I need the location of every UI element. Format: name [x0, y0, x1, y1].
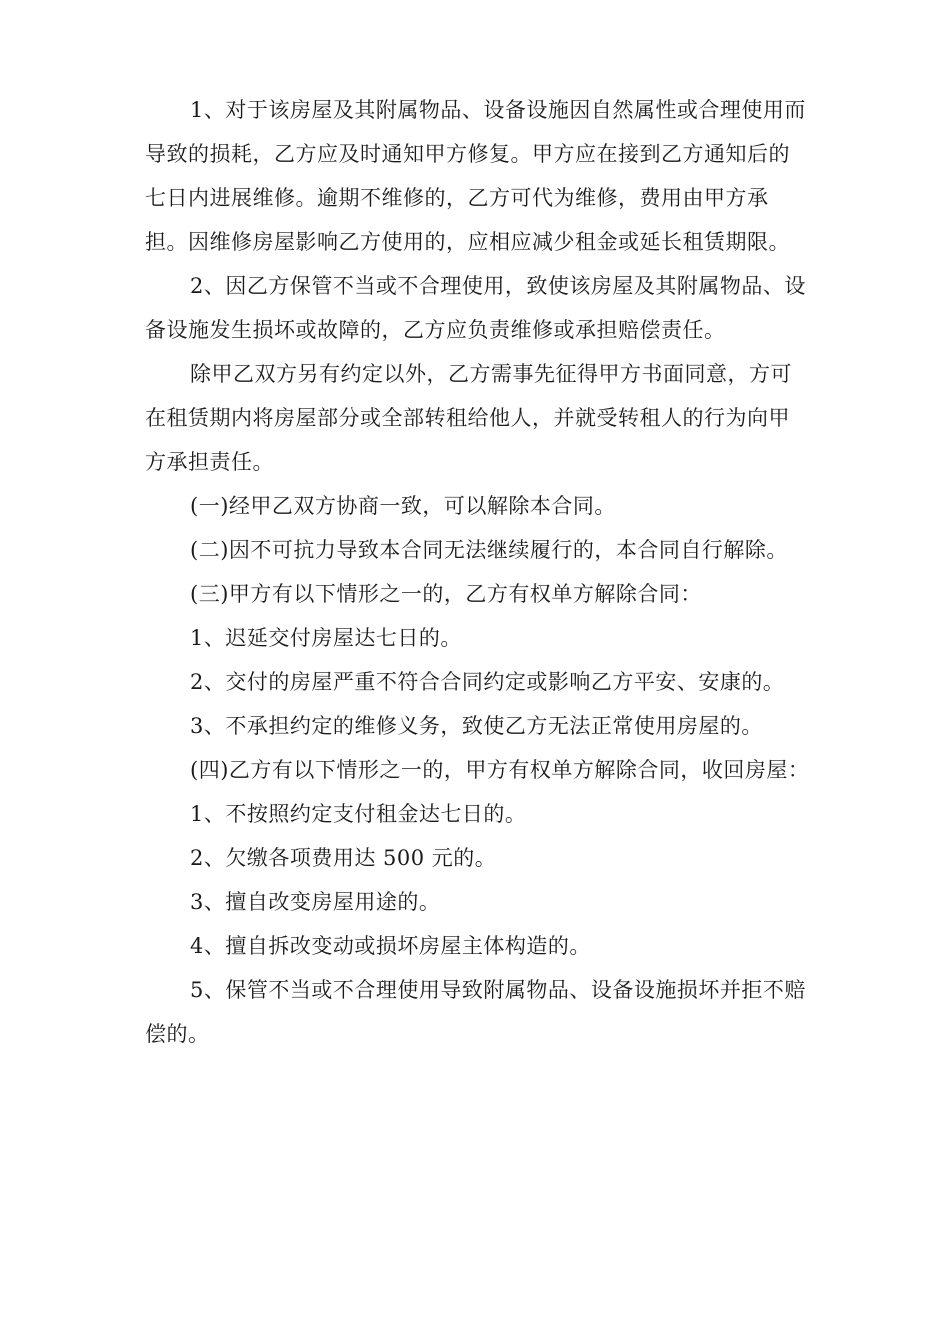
paragraph-tenant-termination-rights: (三)甲方有以下情形之一的，乙方有权单方解除合同：	[190, 582, 702, 606]
list-item: 2、欠缴各项费用达 500 元的。	[190, 846, 497, 870]
document-body	[145, 88, 810, 1056]
paragraph-termination-mutual: (一)经甲乙双方协商一致，可以解除本合同。	[190, 494, 616, 518]
list-item: 4、擅自拆改变动或损坏房屋主体构造的。	[190, 934, 591, 958]
paragraph-tenant-damage: 2、因乙方保管不当或不合理使用，致使该房屋及其附属物品、设备设施发生损坏或故障的，乙方应负责维修或承担赔偿责任。	[145, 274, 806, 342]
list-item: 1、不按照约定支付租金达七日的。	[190, 802, 527, 826]
paragraph-termination-force-majeure: (二)因不可抗力导致本合同无法继续履行的，本合同自行解除。	[190, 538, 788, 562]
list-item: 2、交付的房屋严重不符合合同约定或影响乙方平安、安康的。	[190, 670, 785, 694]
list-item: 1、迟延交付房屋达七日的。	[190, 626, 462, 650]
paragraph-repair-obligation: 1、对于该房屋及其附属物品、设备设施因自然属性或合理使用而导致的损耗，乙方应及时通知甲方修复。甲方应在接到乙方通知后的七日内进展维修。逾期不维修的，乙方可代为维修，费用由甲方承担。因维修房屋影响乙方使用的，应相应减少租金或延长租赁期限。	[145, 98, 806, 254]
list-item: 3、擅自改变房屋用途的。	[190, 890, 441, 914]
paragraph-landlord-termination-rights: (四)乙方有以下情形之一的，甲方有权单方解除合同，收回房屋：	[190, 758, 810, 782]
list-item: 5、保管不当或不合理使用导致附属物品、设备设施损坏并拒不赔偿的。	[145, 978, 806, 1046]
paragraph-sublease: 除甲乙双方另有约定以外，乙方需事先征得甲方书面同意，方可在租赁期内将房屋部分或全部转租给他人，并就受转租人的行为向甲方承担责任。	[145, 362, 792, 474]
list-item: 3、不承担约定的维修义务，致使乙方无法正常使用房屋的。	[190, 714, 763, 738]
